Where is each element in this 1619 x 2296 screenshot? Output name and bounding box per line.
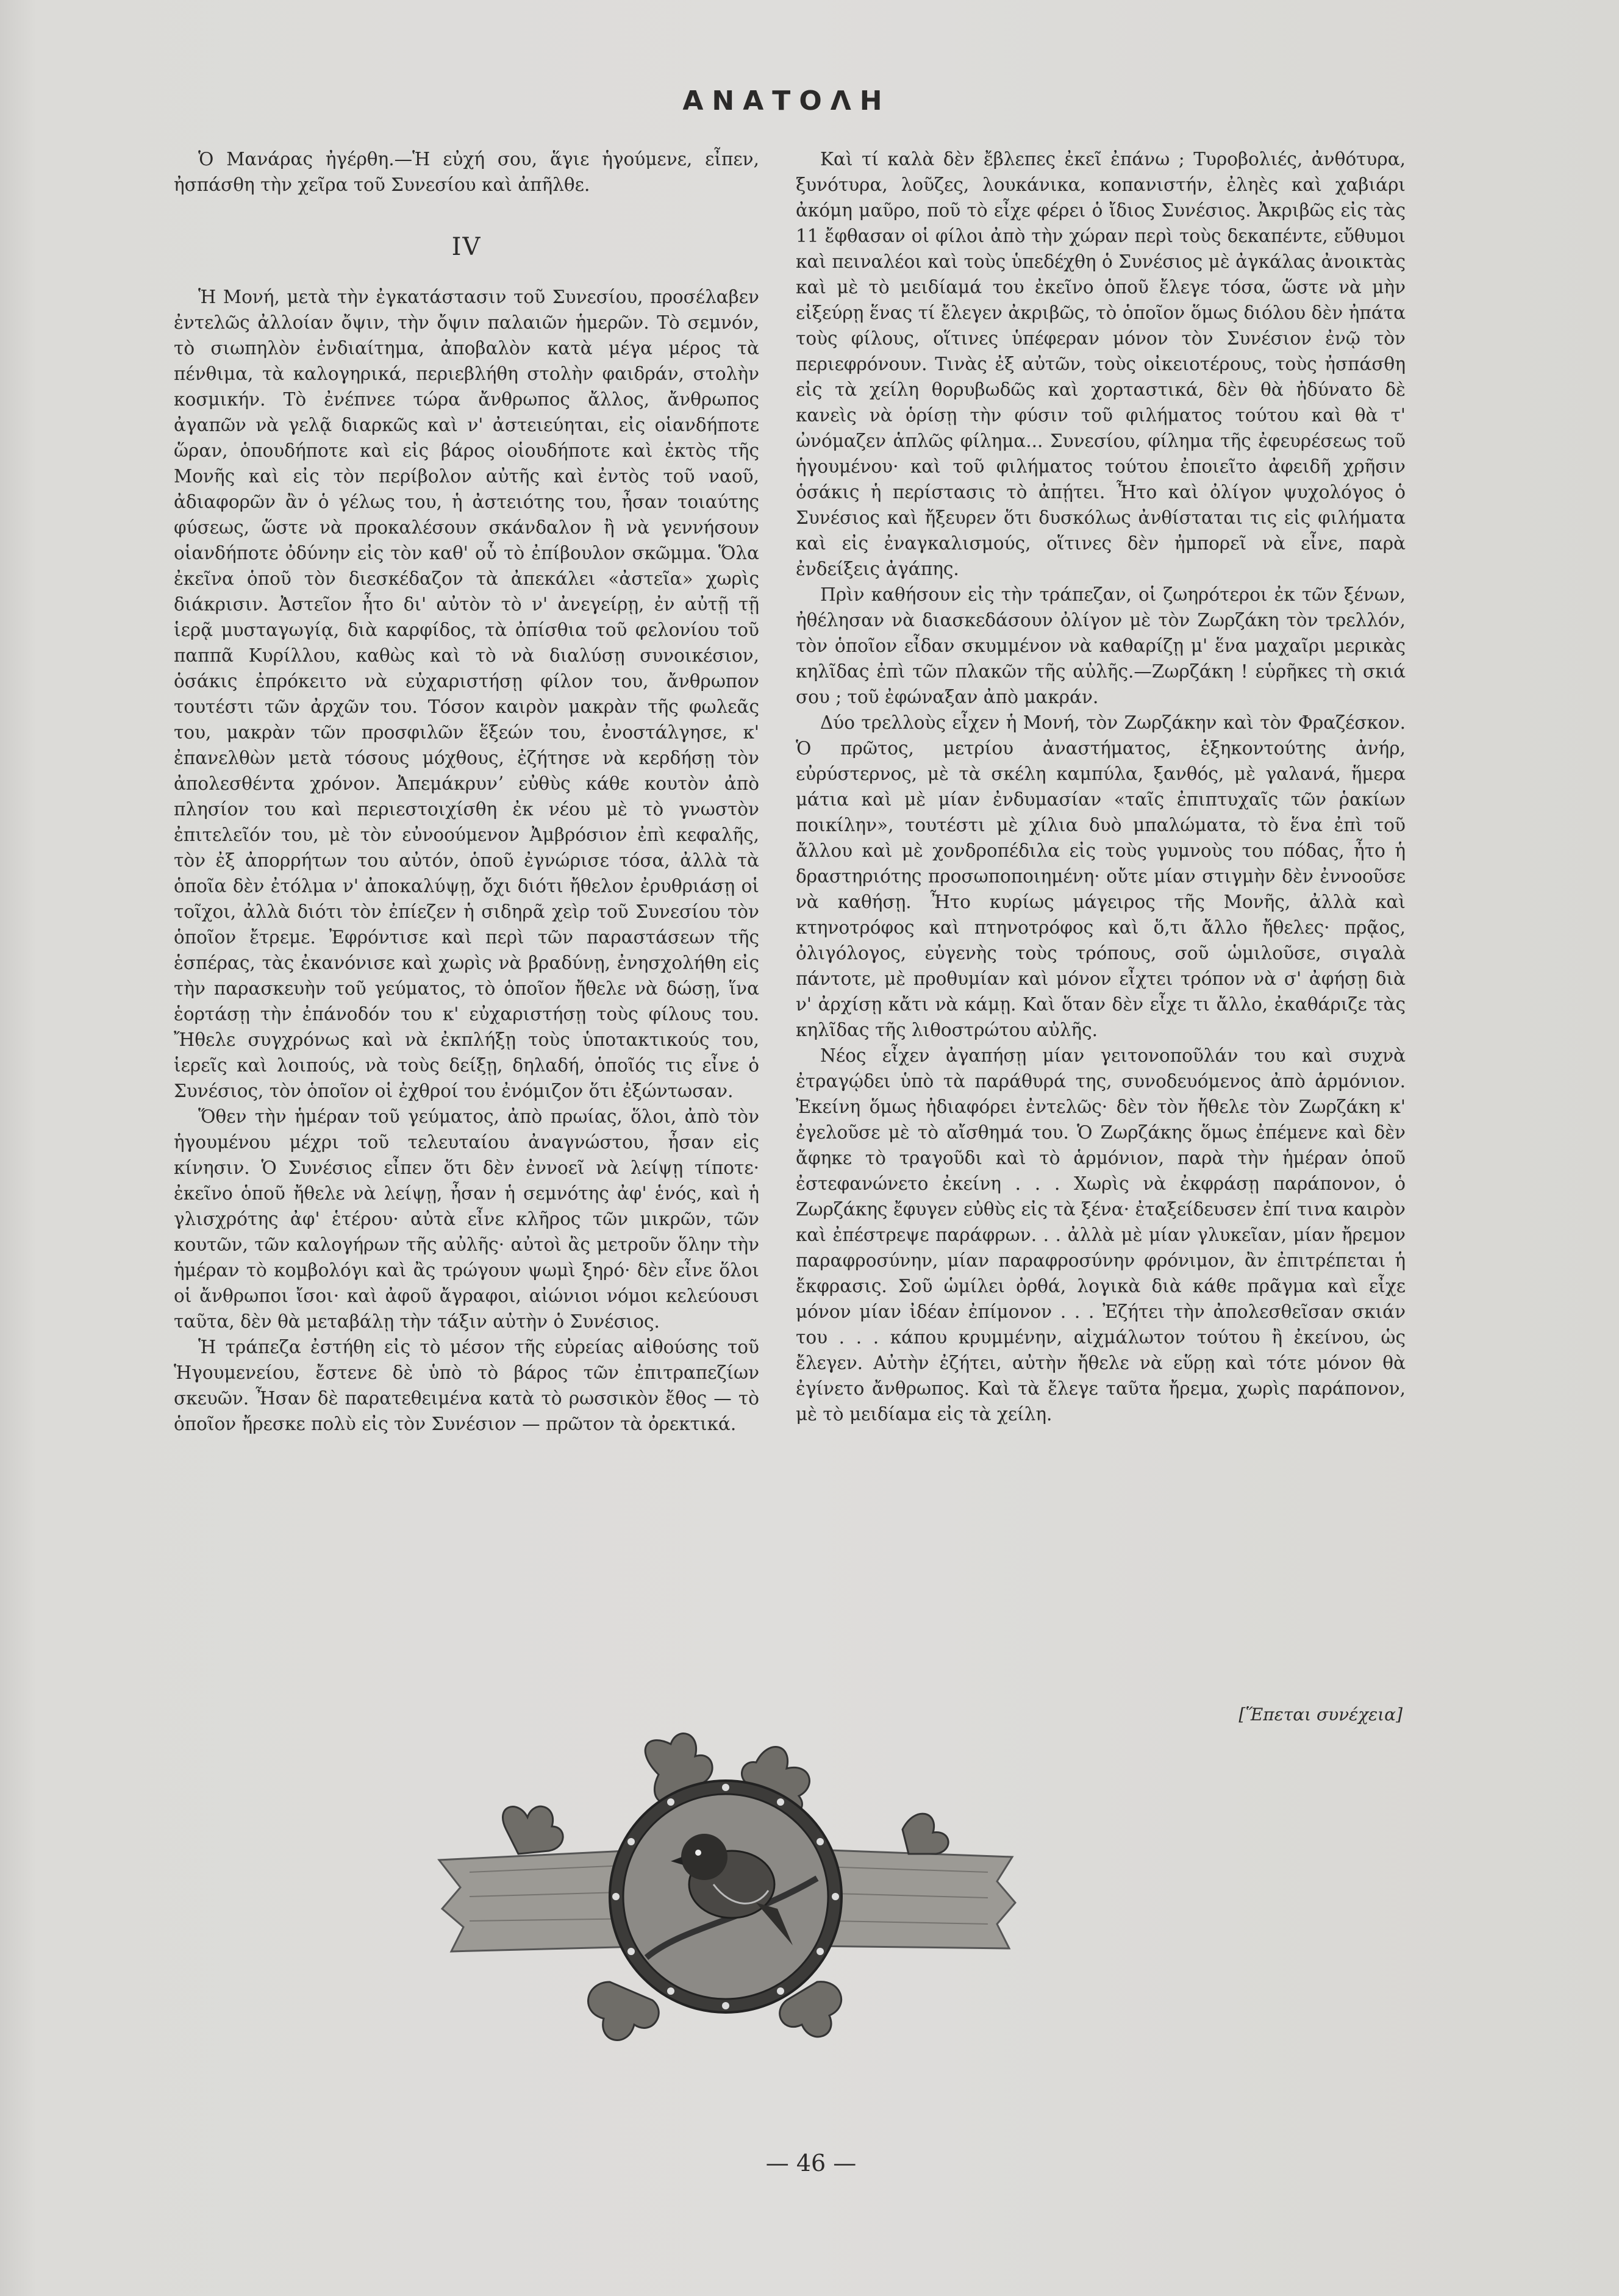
paragraph: Ὁ Μανάρας ἠγέρθη.—Ἡ εὐχή σου, ἅγιε ἡγούμενε, εἶπεν, ἠσπάσθη τὴν χεῖρα τοῦ Συνεσίου καὶ ἀπῆλθε. bbox=[174, 149, 759, 195]
paragraph: Δύο τρελλοὺς εἶχεν ἡ Μονή, τὸν Ζωρζάκην καὶ τὸν Φραζέσκον. Ὁ πρῶτος, μετρίου ἀναστήματος, ἑξηκοντούτης ἀνήρ, εὐρύστερνος, μὲ τὰ σκέλη καμπύλα, ξανθός, μὲ γαλανά, ἥμερα μάτια καὶ μὲ μίαν ἐνδυμασίαν «ταῖς ἐπιπτυχαῖς τῶν ῥακίων ποικίλην», τουτέστι μὲ χίλια δυὸ μπαλώματα, τὸ ἕνα ἐπὶ τοῦ ἄλλου καὶ μὲ χονδροπέδιλα εἰς τοὺς γυμνοὺς του πόδας, ἦτο ἡ δραστηριότης προσωποποιημένη· οὔτε μίαν στιγμὴν δὲν ἐννοοῦσε νὰ καθήσῃ. Ἦτο κυρίως μάγειρος τῆς Μονῆς, ἀλλὰ καὶ κτηνοτρόφος καὶ πτηνοτρόφος καὶ ὅ,τι ἄλλο ἤθελες· πρᾷος, ὀλιγόλογος, εὐγενὴς τοὺς τρόπους, σοῦ ὡμιλοῦσε, σιγαλὰ πάντοτε, μὲ προθυμίαν καὶ μόνον εἶχτει τρόπον νὰ σ' ἀφήσῃ διὰ ν' ἀρχίσῃ κἄτι νὰ κάμῃ. Καὶ ὅταν δὲν εἶχε τι ἄλλο, ἐκαθάριζε τὰς κηλῖδας τῆς λιθοστρώτου αὐλῆς. bbox=[796, 712, 1406, 1040]
paragraph: Ἡ Μονή, μετὰ τὴν ἐγκατάστασιν τοῦ Συνεσίου, προσέλαβεν ἐντελῶς ἀλλοίαν ὄψιν, τὴν ὄψιν παλαιῶν ἡμερῶν. Τὸ σεμνόν, τὸ σιωπηλὸν ἐνδιαίτημα, ἀποβαλὸν κατὰ μέγα μέρος τὰ πένθιμα, τὰ καλογηρικά, περιεβλήθη στολὴν φαιδράν, στολὴν κοσμικήν. Τὸ ἐνέπνεε τώρα ἄνθρωπος ἄλλος, ἄνθρωπος ἀγαπῶν νὰ γελᾷ διαρκῶς καὶ ν' ἀστειεύηται, εἰς οἱανδήποτε ὥραν, ὁπουδήποτε καὶ εἰς βάρος οἱουδήποτε καὶ ἐκτὸς τῆς Μονῆς καὶ εἰς τὸν περίβολον αὐτῆς καὶ ἐντὸς τοῦ ναοῦ, ἀδιαφορῶν ἂν ὁ γέλως του, ἡ ἀστειότης του, ἦσαν τοιαύτης φύσεως, ὥστε νὰ προκαλέσουν σκάνδαλον ἢ νὰ γεννήσουν οἱανδήποτε ὀδύνην εἰς τὸν καθ' οὗ τὸ ἐπίβουλον σκῶμμα. Ὅλα ἐκεῖνα ὁποῦ τὸν διεσκέδαζον τὰ ἀπεκάλει «ἀστεῖα» χωρὶς διάκρισιν. Ἀστεῖον ἦτο δι' αὐτὸν τὸ ν' ἀνεγείρῃ, ἐν αὐτῇ τῇ ἱερᾷ μυσταγωγίᾳ, διὰ καρφίδος, τὰ ὀπίσθια τοῦ φελονίου τοῦ παππᾶ Κυρίλλου, καθὼς καὶ τὸ νὰ διαλύσῃ συνοικέσιον, ὁσάκις ἐπρόκειτο νὰ εὐχαριστήσῃ φίλον του, ἄνθρωπον τουτέστι τῶν ἀρχῶν του. Τόσον καιρὸν μακρὰν τῆς φωλεᾶς του, μακρὰν τῶν προσφιλῶν ἕξεών του, ἐνοστάλγησε, κ' ἐπανελθὼν μετὰ τόσους μόχθους, ἐζήτησε νὰ κερδήσῃ τὸν ἀπολεσθέντα χρόνον. Ἀπεμάκρυνʼ εὐθὺς κάθε κουτὸν ἀπὸ πλησίον του καὶ περιεστοιχίσθη ἐκ νέου μὲ τὸ γνωστὸν ἐπιτελεῖόν του, μὲ τὸν εὐνοούμενον Ἀμβρόσιον ἐπὶ κεφαλῆς, τὸν ἐξ ἀπορρήτων του αὐτόν, ὁποῦ ἐγνώρισε τόσα, ἀλλὰ τὰ ὁποῖα δὲν ἐτόλμα ν' ἀποκαλύψῃ, ὄχι διότι ἤθελον ἐρυθριάσῃ οἱ τοῖχοι, ἀλλὰ διότι τὸν ἐπίεζεν ἡ σιδηρᾶ χεὶρ τοῦ Συνεσίου τὸν ὁποῖον ἔτρεμε. Ἐφρόντισε καὶ περὶ τῶν παραστάσεων τῆς ἑσπέρας, τὰς ἐκανόνισε καὶ χωρὶς νὰ βραδύνῃ, ἐνησχολήθη εἰς τὴν παρασκευὴν τοῦ γεύματος, τὸ ὁποῖον ἤθελε νὰ δώσῃ, ἵνα ἑορτάσῃ τὴν ἐπάνοδόν του κ' εὐχαριστήσῃ τοὺς φίλους του. Ἤθελε συγχρόνως καὶ νὰ ἐκπλήξῃ τοὺς ὑποτακτικούς του, ἱερεῖς καὶ λοιπούς, νὰ τοὺς δείξῃ, δηλαδή, ὁποῖός τις εἶνε ὁ Συνέσιος, τὸν ὁποῖον οἱ ἐχθροί του ἐνόμιζον ὅτι ἐξώντωσαν. bbox=[174, 287, 759, 1101]
page-number: — 46 — bbox=[765, 2150, 857, 2176]
page-header-title: ΑΝΑΤΟΛΗ bbox=[682, 85, 891, 116]
right-column bbox=[796, 146, 1406, 1427]
paragraph: Νέος εἶχεν ἀγαπήσῃ μίαν γειτονοποῦλάν του καὶ συχνὰ ἐτραγῴδει ὑπὸ τὰ παράθυρά της, συνοδευόμενος ἀπὸ ἁρμόνιον. Ἐκείνη ὅμως ἠδιαφόρει ἐντελῶς· δὲν τὸν ἤθελε τὸν Ζωρζάκη κ' ἐγελοῦσε μὲ τὸ αἴσθημά του. Ὁ Ζωρζάκης ὅμως ἐπέμενε καὶ δὲν ἄφηκε τὸ τραγοῦδι καὶ τὸ ἁρμόνιον, παρὰ τὴν ἡμέραν ὁποῦ ἐστεφανώνετο ἐκείνη . . . Χωρὶς νὰ ἐκφράσῃ παράπονον, ὁ Ζωρζάκης ἔφυγεν εὐθὺς εἰς τὰ ξένα· ἐταξείδευσεν ἐπί τινα καιρὸν καὶ ἐπέστρεψε παράφρων. . . ἀλλὰ μὲ μίαν γλυκεῖαν, μίαν ἤρεμον παραφροσύνην, μίαν παραφροσύνην φρόνιμον, ἂν ἐπιτρέπεται ἡ ἔκφρασις. Σοῦ ὡμίλει ὀρθά, λογικὰ διὰ κάθε πρᾶγμα καὶ εἶχε μόνον μίαν ἰδέαν ἐπίμονον . . . Ἐζήτει τὴν ἀπολεσθεῖσαν σκιάν του . . . κάπου κρυμμένην, αἰχμάλωτον τούτου ἢ ἐκείνου, ὡς ἔλεγεν. Αὐτὴν ἐζήτει, αὐτὴν ἤθελε νὰ εὕρῃ καὶ τότε μόνον θὰ ἐγίνετο ἄνθρωπος. Καὶ τὰ ἔλεγε ταῦτα ἤρεμα, χωρὶς παράπονον, μὲ τὸ μειδίαμα εἰς τὰ χείλη. bbox=[796, 1045, 1406, 1425]
continued-note: [Ἕπεται συνέχεια] bbox=[1238, 1704, 1403, 1725]
left-column bbox=[174, 146, 759, 1437]
section-number: IV bbox=[451, 233, 482, 261]
paragraph: Ὅθεν τὴν ἡμέραν τοῦ γεύματος, ἀπὸ πρωίας, ὅλοι, ἀπὸ τὸν ἡγουμένου μέχρι τοῦ τελευταίου ἀναγνώστου, ἦσαν εἰς κίνησιν. Ὁ Συνέσιος εἶπεν ὅτι δὲν ἐννοεῖ νὰ λείψῃ τίποτε· ἐκεῖνο ὁποῦ ἤθελε νὰ λείψῃ, ἦσαν ἡ σεμνότης ἀφ' ἑνός, καὶ ἡ γλισχρότης ἀφ' ἑτέρου· αὐτὰ εἶνε κλῆρος τῶν μικρῶν, τῶν κουτῶν, τῶν καλογήρων τῆς αὐλῆς· αὐτοὶ ἂς μετροῦν ὅλην τὴν ἡμέραν τὸ κομβολόγι καὶ ἂς τρώγουν ψωμὶ ξηρό· δὲν εἶνε ὅλοι οἱ ἄνθρωποι ἴσοι· καὶ ἀφοῦ ἄγραφοι, αἰώνιοι νόμοι κελεύουσι ταῦτα, δὲν θὰ μεταβάλῃ τὴν τάξιν αὐτὴν ὁ Συνέσιος. bbox=[174, 1106, 759, 1332]
bird-medallion-icon bbox=[427, 1726, 1024, 2067]
paragraph: Πρὶν καθήσουν εἰς τὴν τράπεζαν, οἱ ζωηρότεροι ἐκ τῶν ξένων, ἠθέλησαν νὰ διασκεδάσουν ὀλίγον μὲ τὸν Ζωρζάκη τὸν τρελλόν, τὸν ὁποῖον εἶδαν σκυμμένον νὰ καθαρίζῃ μ' ἕνα μαχαῖρι μερικὰς κηλῖδας ἐπὶ τῶν πλακῶν τῆς αὐλῆς.—Ζωρζάκη ! εὑρῆκες τὴ σκιά σου ; τοῦ ἐφώναξαν ἀπὸ μακράν. bbox=[796, 584, 1406, 707]
paragraph: Ἡ τράπεζα ἐστήθη εἰς τὸ μέσον τῆς εὐρείας αἰθούσης τοῦ Ἡγουμενείου, ἔστενε δὲ ὑπὸ τὸ βάρος τῶν ἐπιτραπεζίων σκευῶν. Ἦσαν δὲ παρατεθειμένα κατὰ τὸ ρωσσικὸν ἔθος — τὸ ὁποῖον ἤρεσκε πολὺ εἰς τὸν Συνέσιον — πρῶτον τὰ ὀρεκτικά. bbox=[174, 1337, 759, 1434]
paragraph: Καὶ τί καλὰ δὲν ἔβλεπες ἐκεῖ ἐπάνω ; Τυροβολιές, ἀνθότυρα, ξυνότυρα, λοῦζες, λουκάνικα, κοπανιστήν, ἐληὲς καὶ χαβιάρι ἀκόμη μαῦρο, ποῦ τὸ εἶχε φέρει ὁ ἴδιος Συνέσιος. Ἀκριβῶς εἰς τὰς 11 ἔφθασαν οἱ φίλοι ἀπὸ τὴν χώραν περὶ τοὺς δεκαπέντε, εὔθυμοι καὶ πειναλέοι καὶ τοὺς ὑπεδέχθη ὁ Συνέσιος μὲ ἀγκάλας ἀνοικτὰς καὶ μὲ τὸ μειδίαμά του ἐκεῖνο ὁποῦ ἔλεγε τόσα, ὥστε νὰ μὴν εἰξεύρῃ ἕνας τί ἔλεγεν ἀκριβῶς, τὸ ὁποῖον ὅμως διόλου δὲν ἠπάτα τοὺς φίλους, οἵτινες ὑπέφεραν μόνον τὸν Συνέσιον ἐνῷ τὸν περιεφρόνουν. Τινὰς ἐξ αὐτῶν, τοὺς οἰκειοτέρους, τοὺς ἠσπάσθη εἰς τὰ χείλη θορυβωδῶς καὶ χορταστικά, δὲν θὰ ἠδύνατο δὲ κανεὶς νὰ ὁρίσῃ τὴν φύσιν τοῦ φιλήματος τούτου καὶ θὰ τ' ὠνόμαζεν ἁπλῶς φίλημα... Συνεσίου, φίλημα τῆς ἐφευρέσεως τοῦ ἡγουμένου· καὶ τοῦ φιλήματος τούτου ἐποιεῖτο ἀφειδῆ χρῆσιν ὁσάκις ἡ περίστασις τὸ ἀπῄτει. Ἦτο καὶ ὀλίγον ψυχολόγος ὁ Συνέσιος καὶ ἤξευρεν ὅτι δυσκόλως ἀνθίσταται τις εἰς φιλήματα καὶ εἰς ἐναγκαλισμούς, οἵτινες δὲν ἠμπορεῖ νὰ εἶνε, παρὰ ἐνδείξεις ἀγάπης. bbox=[796, 149, 1406, 579]
